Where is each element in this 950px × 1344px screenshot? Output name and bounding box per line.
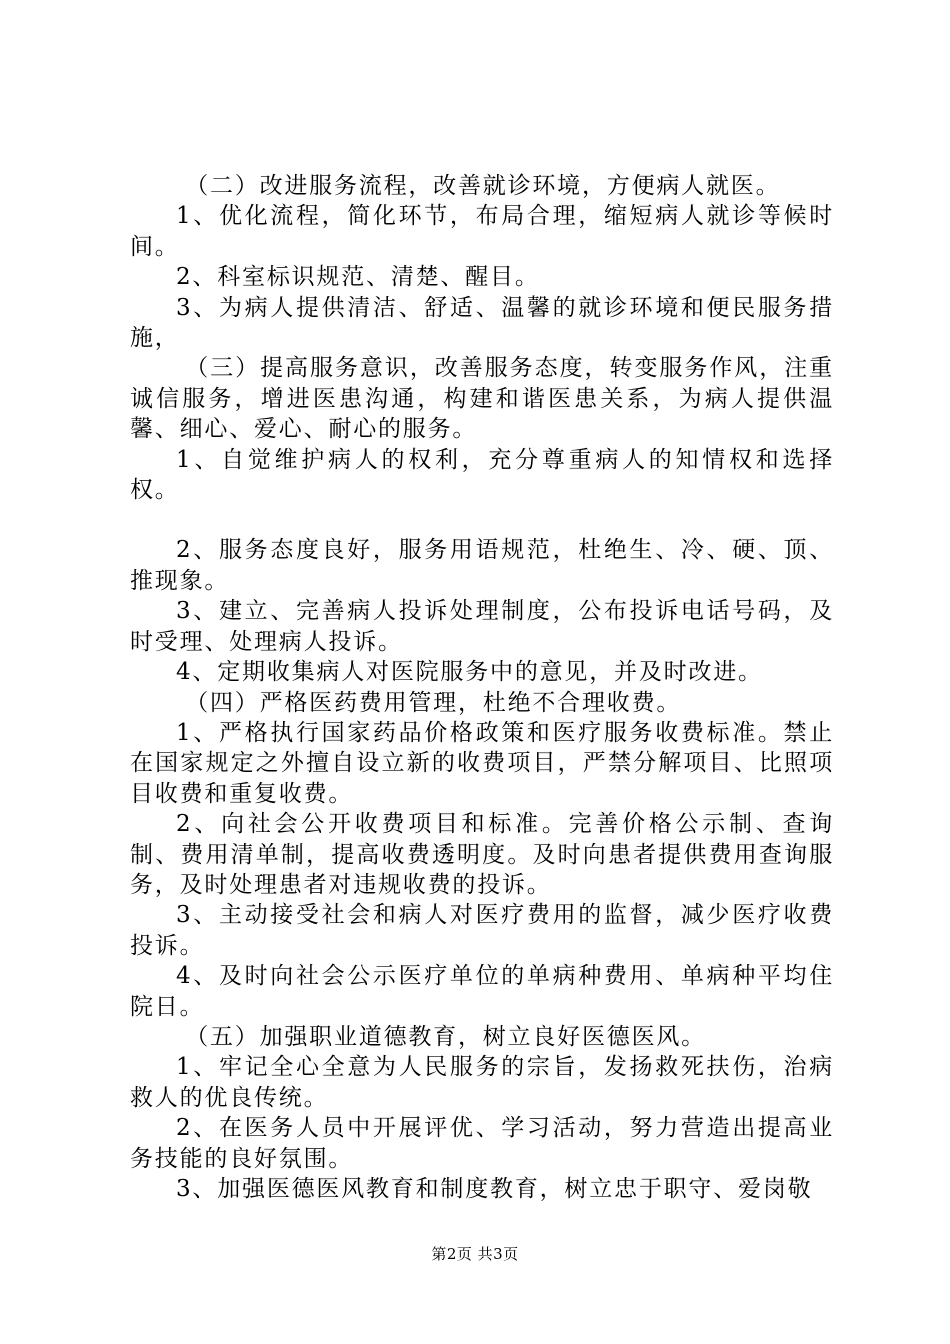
list-item: 3、建立、完善病人投诉处理制度，公布投诉电话号码，及时受理、处理病人投诉。 [130,598,834,655]
list-item: 1、牢记全心全意为人民服务的宗旨，发扬救死扶伤，治病救人的优良传统。 [130,1054,834,1111]
list-item: 1、自觉维护病人的权利，充分尊重病人的知情权和选择权。 [130,446,834,504]
list-item: 4、及时向社会公示医疗单位的单病种费用、单病种平均住院日。 [130,963,834,1020]
list-item: 3、为病人提供清洁、舒适、温馨的就诊环境和便民服务措施， [130,294,834,352]
list-item: 2、科室标识规范、清楚、醒目。 [176,264,540,291]
page-footer [0,1243,950,1264]
section-heading-3: （三）提高服务意识，改善服务态度，转变服务作风，注重诚信服务，增进医患沟通，构建和谐医患关系，为病人提供温馨、细心、爱心、耐心的服务。 [130,355,834,443]
section-heading-4: （四）严格医药费用管理，杜绝不合理收费。 [185,689,682,716]
list-item: 4、定期收集病人对医院服务中的意见，并及时改进。 [176,659,763,686]
section-heading-2: （二）改进服务流程，改善就诊环境，方便病人就医。 [185,173,781,199]
document-body [130,171,834,1204]
list-item: 2、在医务人员中开展评优、学习活动，努力营造出提高业务技能的良好氛围。 [130,1115,834,1172]
section-heading-5: （五）加强职业道德教育，树立良好医德医风。 [185,1023,706,1050]
list-item: 1、严格执行国家药品价格政策和医疗服务收费标准。禁止在国家规定之外擅自设立新的收费项目，严禁分解项目、比照项目收费和重复收费。 [130,719,834,807]
list-item: 3、主动接受社会和病人对医疗费用的监督，减少医疗收费投诉。 [130,902,834,959]
list-item: 2、服务态度良好，服务用语规范，杜绝生、冷、硬、顶、推现象。 [130,537,834,594]
list-item: 3、加强医德医风教育和制度教育，树立忠于职守、爱岗敬 [176,1176,813,1202]
page-number-label: 第2页 共3页 [431,1245,519,1263]
list-item: 2、向社会公开收费项目和标准。完善价格公示制、查询制、费用清单制，提高收费透明度。及时向患者提供费用查询服务，及时处理患者对违规收费的投诉。 [130,811,834,898]
list-item: 1、优化流程，简化环节，布局合理，缩短病人就诊等候时间。 [130,203,834,260]
blank-line [130,505,834,535]
